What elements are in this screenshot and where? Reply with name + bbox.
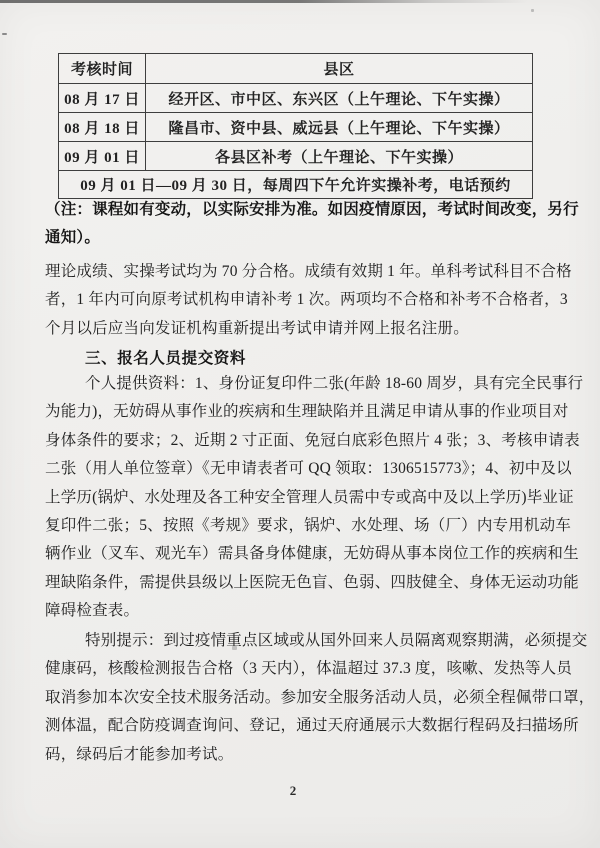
table-cell-district: 经开区、市中区、东兴区（上午理论、下午实操） — [146, 84, 533, 113]
section-heading: 三、报名人员提交资料 — [85, 350, 247, 367]
exam-schedule-table — [58, 53, 533, 199]
page-number: 2 — [289, 783, 297, 798]
text-line: 障碍检查表。 — [45, 602, 140, 620]
table-row — [59, 113, 533, 142]
scan-edge-artifact — [0, 0, 600, 3]
table-cell-date: 08 月 18 日 — [59, 113, 146, 142]
text-line: 通知）。 — [45, 229, 101, 247]
note-paragraph — [45, 196, 579, 253]
special-notice-paragraph — [45, 627, 595, 769]
text-line: 个月以后应当向发证机构重新提出考试申请并网上报名注册。 — [45, 319, 469, 337]
text-line: 码，绿码后才能参加考试。 — [45, 745, 234, 763]
table-footer-note: 09 月 01 日—09 月 30 日，每周四下午允许实操补考，电话预约 — [59, 171, 533, 199]
table-row — [59, 142, 533, 171]
text-line: 健康码，核酸检测报告合格（3 天内），体温超过 37.3 度，咳嗽、发热等人员 — [45, 660, 573, 678]
table-header-district: 县区 — [146, 54, 533, 84]
text-line: 个人提供资料：1、身份证复印件二张(年龄 18-60 周岁，具有完全民事行 — [85, 375, 584, 392]
text-line: 辆作业（叉车、观光车）需具备身体健康，无妨碍从事本岗位工作的疾病和生 — [45, 545, 579, 563]
table-row — [59, 84, 533, 113]
scan-speck — [2, 33, 7, 35]
text-line: 理缺陷条件，需提供县级以上医院无色盲、色弱、四肢健全、身体无运动功能 — [45, 573, 579, 591]
table-cell-date: 08 月 17 日 — [59, 84, 146, 113]
materials-paragraph — [45, 370, 584, 626]
table-footer-row — [59, 171, 533, 199]
text-line: 复印件二张；5、按照《考规》要求，锅炉、水处理、场（厂）内专用机动车 — [45, 516, 572, 534]
scan-speck — [531, 9, 534, 12]
text-line: 理论成绩、实操考试均为 70 分合格。成绩有效期 1 年。单科考试科目不合格 — [45, 263, 572, 280]
text-line: 取消参加本次安全技术服务活动。参加安全服务活动人员，必须全程佩带口罩， — [45, 688, 595, 706]
table-cell-district: 各县区补考（上午理论、下午实操） — [146, 142, 533, 171]
table-cell-district: 隆昌市、资中县、威远县（上午理论、下午实操） — [146, 113, 533, 142]
text-line: 测体温，配合防疫调查询问、登记，通过天府通展示大数据行程码及扫描场所 — [45, 717, 579, 735]
text-line: 为能力)，无妨碍从事作业的疾病和生理缺陷并且满足申请从事的作业项目对 — [45, 403, 569, 421]
text-line: （注：课程如有变动，以实际安排为准。如因疫情原因，考试时间改变，另行 — [45, 201, 579, 218]
table-cell-date: 09 月 01 日 — [59, 142, 146, 171]
text-line: 者，1 年内可向原考试机构申请补考 1 次。两项均不合格和补考不合格者，3 — [45, 291, 568, 309]
table-header-time: 考核时间 — [59, 54, 146, 84]
text-line: 上学历(锅炉、水处理及各工种安全管理人员需中专或高中及以上学历)毕业证 — [45, 488, 574, 506]
text-line: 身体条件的要求；2、近期 2 寸正面、免冠白底彩色照片 4 张；3、考核申请表 — [45, 431, 580, 449]
text-line: 特别提示：到过疫情重点区域或从国外回来人员隔离观察期满，必须提交 — [85, 632, 588, 649]
table-header-row — [59, 54, 533, 84]
scores-paragraph — [45, 258, 572, 343]
text-line: 二张（用人单位签章）《无申请表者可 QQ 领取：1306515773》；4、初中及以 — [45, 460, 572, 478]
